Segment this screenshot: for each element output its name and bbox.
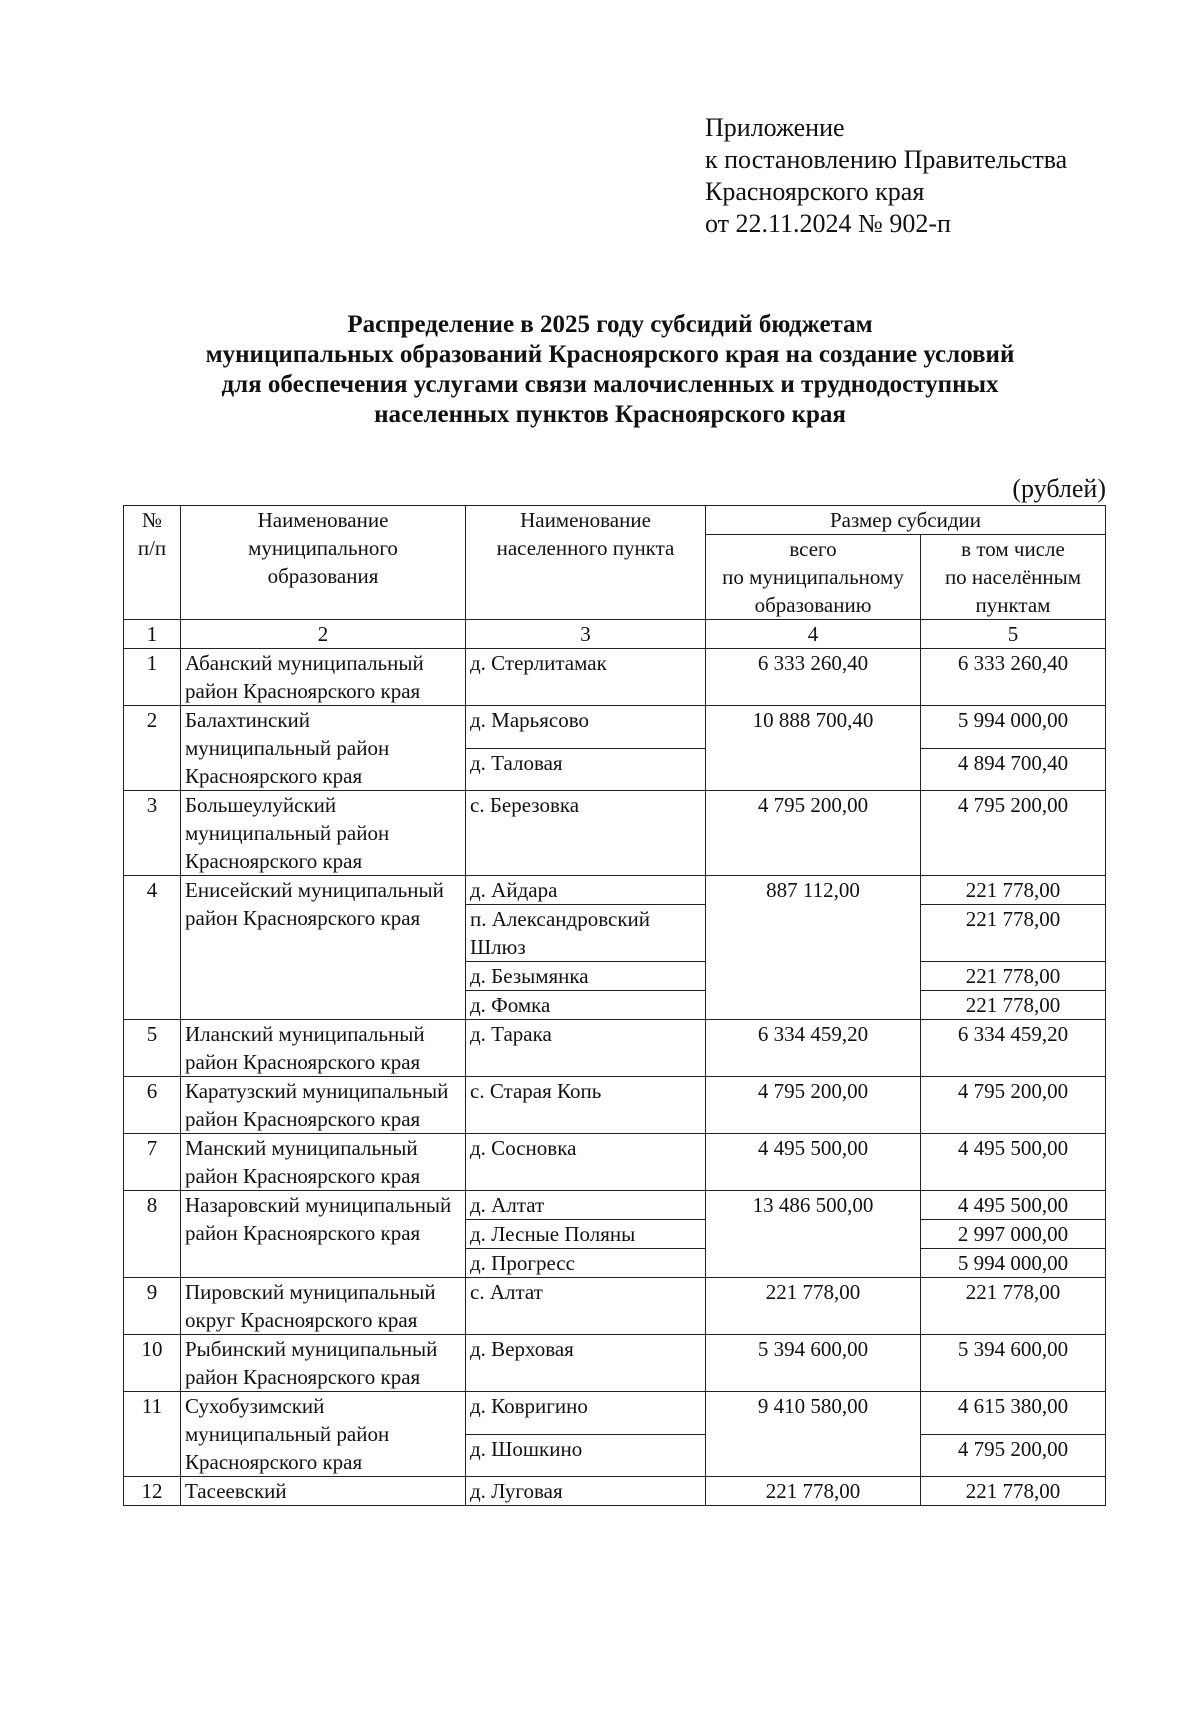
settlement-amount: 4 795 200,00 — [921, 1434, 1106, 1477]
total-amount: 5 394 600,00 — [706, 1335, 921, 1392]
row-number: 12 — [124, 1477, 181, 1506]
settlement-name: д. Безымянка — [466, 962, 706, 991]
title-line: населенных пунктов Красноярского края — [374, 401, 846, 428]
header-municipality: Наименование муниципального образования — [181, 506, 466, 620]
settlement-name: д. Лесные Поляны — [466, 1220, 706, 1249]
table-row — [124, 1335, 1106, 1392]
settlement-name: д. Марьясово — [466, 706, 706, 749]
settlement-amount: 221 778,00 — [921, 962, 1106, 991]
total-amount: 221 778,00 — [706, 1477, 921, 1506]
table-row — [124, 1020, 1106, 1077]
settlement-name: п. Александровский Шлюз — [466, 905, 706, 962]
table-row — [124, 1191, 1106, 1220]
table-row — [124, 649, 1106, 706]
approval-line: Приложение — [705, 113, 845, 142]
settlement-name: с. Березовка — [466, 791, 706, 876]
settlement-amount: 4 495 500,00 — [921, 1134, 1106, 1191]
table-row — [124, 876, 1106, 905]
municipality-name: Манский муниципальный район Красноярского края — [181, 1134, 466, 1191]
row-number: 5 — [124, 1020, 181, 1077]
row-number: 6 — [124, 1077, 181, 1134]
row-number: 4 — [124, 876, 181, 1020]
header-row — [124, 506, 1106, 535]
settlement-name: д. Айдара — [466, 876, 706, 905]
title-line: для обеспечения услугами связи малочисленных и труднодоступных — [221, 371, 999, 398]
table-row — [124, 1278, 1106, 1335]
municipality-name: Сухобузимский муниципальный район Красноярского края — [181, 1392, 466, 1477]
settlement-amount: 221 778,00 — [921, 1477, 1106, 1506]
municipality-name: Рыбинский муниципальный район Красноярского края — [181, 1335, 466, 1392]
subsidy-table — [123, 505, 1106, 1506]
column-number: 2 — [181, 620, 466, 649]
total-amount: 13 486 500,00 — [706, 1191, 921, 1278]
settlement-name: д. Таловая — [466, 748, 706, 791]
column-number: 4 — [706, 620, 921, 649]
approval-block — [705, 112, 1067, 240]
table-row — [124, 791, 1106, 876]
header-subsidy-group: Размер субсидии — [706, 506, 1106, 535]
settlement-amount: 4 795 200,00 — [921, 791, 1106, 876]
header-num: № п/п — [124, 506, 181, 620]
settlement-amount: 5 394 600,00 — [921, 1335, 1106, 1392]
settlement-amount: 221 778,00 — [921, 876, 1106, 905]
column-number: 5 — [921, 620, 1106, 649]
settlement-amount: 221 778,00 — [921, 1278, 1106, 1335]
row-number: 8 — [124, 1191, 181, 1278]
column-number: 1 — [124, 620, 181, 649]
row-number: 10 — [124, 1335, 181, 1392]
total-amount: 4 495 500,00 — [706, 1134, 921, 1191]
settlement-amount: 2 997 000,00 — [921, 1220, 1106, 1249]
table-row — [124, 1077, 1106, 1134]
settlement-name: д. Фомка — [466, 991, 706, 1020]
header-settlement: Наименование населенного пункта — [466, 506, 706, 620]
settlement-name: д. Тарака — [466, 1020, 706, 1077]
settlement-name: д. Сосновка — [466, 1134, 706, 1191]
table-header — [124, 506, 1106, 649]
title-line: муниципальных образований Красноярского края на создание условий — [205, 341, 1015, 368]
settlement-amount: 4 894 700,40 — [921, 748, 1106, 791]
municipality-name: Абанский муниципальный район Красноярского края — [181, 649, 466, 706]
settlement-name: с. Старая Копь — [466, 1077, 706, 1134]
table-row — [124, 706, 1106, 749]
settlement-amount: 221 778,00 — [921, 991, 1106, 1020]
total-amount: 6 334 459,20 — [706, 1020, 921, 1077]
row-number: 2 — [124, 706, 181, 791]
municipality-name: Назаровский муниципальный район Красноярского края — [181, 1191, 466, 1278]
settlement-amount: 4 795 200,00 — [921, 1077, 1106, 1134]
settlement-amount: 221 778,00 — [921, 905, 1106, 962]
row-number: 9 — [124, 1278, 181, 1335]
approval-line: Красноярского края — [705, 177, 925, 206]
header-total: всего по муниципальному образованию — [706, 535, 921, 620]
settlement-name: д. Алтат — [466, 1191, 706, 1220]
total-amount: 4 795 200,00 — [706, 1077, 921, 1134]
municipality-name: Иланский муниципальный район Красноярского края — [181, 1020, 466, 1077]
column-number: 3 — [466, 620, 706, 649]
settlement-name: д. Стерлитамак — [466, 649, 706, 706]
table-body — [124, 649, 1106, 1506]
column-numbers-row — [124, 620, 1106, 649]
row-number: 3 — [124, 791, 181, 876]
row-number: 1 — [124, 649, 181, 706]
approval-line: к постановлению Правительства — [705, 145, 1068, 174]
settlement-name: д. Шошкино — [466, 1434, 706, 1477]
table-row — [124, 1134, 1106, 1191]
approval-line: от 22.11.2024 № 902-п — [705, 209, 951, 238]
header-including: в том числе по населённым пунктам — [921, 535, 1106, 620]
settlement-amount: 5 994 000,00 — [921, 1249, 1106, 1278]
total-amount: 4 795 200,00 — [706, 791, 921, 876]
settlement-amount: 6 334 459,20 — [921, 1020, 1106, 1077]
table-row — [124, 1477, 1106, 1506]
row-number: 7 — [124, 1134, 181, 1191]
title-line: Распределение в 2025 году субсидий бюджетам — [347, 311, 873, 338]
total-amount: 6 333 260,40 — [706, 649, 921, 706]
settlement-name: д. Луговая — [466, 1477, 706, 1506]
municipality-name: Каратузский муниципальный район Красноярского края — [181, 1077, 466, 1134]
municipality-name: Большеулуйский муниципальный район Красноярского края — [181, 791, 466, 876]
units-label: (рублей) — [1012, 474, 1106, 503]
total-amount: 887 112,00 — [706, 876, 921, 1020]
settlement-name: д. Ковригино — [466, 1392, 706, 1435]
settlement-name: д. Прогресс — [466, 1249, 706, 1278]
municipality-name: Балахтинский муниципальный район Красноярского края — [181, 706, 466, 791]
total-amount: 9 410 580,00 — [706, 1392, 921, 1477]
settlement-name: с. Алтат — [466, 1278, 706, 1335]
settlement-amount: 4 615 380,00 — [921, 1392, 1106, 1435]
row-number: 11 — [124, 1392, 181, 1477]
settlement-name: д. Верховая — [466, 1335, 706, 1392]
document-title — [120, 310, 1100, 430]
settlement-amount: 4 495 500,00 — [921, 1191, 1106, 1220]
total-amount: 10 888 700,40 — [706, 706, 921, 791]
municipality-name: Тасеевский — [181, 1477, 466, 1506]
municipality-name: Пировский муниципальный округ Красноярского края — [181, 1278, 466, 1335]
municipality-name: Енисейский муниципальный район Красноярского края — [181, 876, 466, 1020]
table-row — [124, 1392, 1106, 1435]
total-amount: 221 778,00 — [706, 1278, 921, 1335]
settlement-amount: 5 994 000,00 — [921, 706, 1106, 749]
settlement-amount: 6 333 260,40 — [921, 649, 1106, 706]
